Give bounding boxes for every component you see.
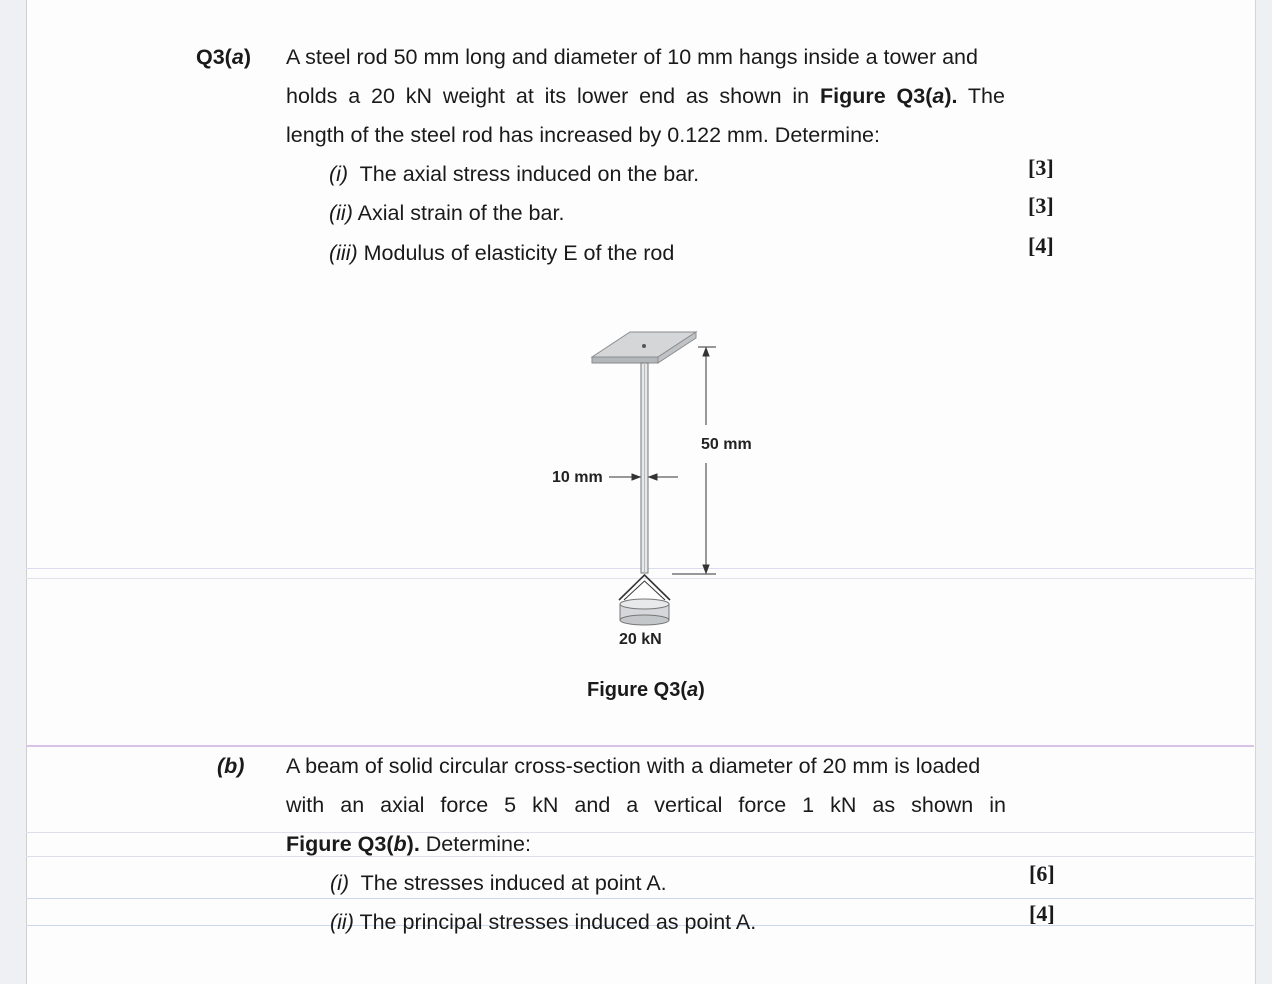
marks-q3a-iii: [4] xyxy=(1028,233,1054,258)
q3a-line-2: holds a 20 kN weight at its lower end as shown in Figure Q3(a). The xyxy=(286,84,1005,108)
q3a-item-3: (iii) Modulus of elasticity E of the rod xyxy=(329,241,675,265)
q3b-line-2: with an axial force 5 kN and a vertical force 1 kN as shown in xyxy=(286,793,1006,817)
q3a-item-1: (i) The axial stress induced on the bar. xyxy=(329,162,700,186)
q3a-line-1: A steel rod 50 mm long and diameter of 10 mm hangs inside a tower and xyxy=(286,45,978,69)
q3b-item-1: (i) The stresses induced at point A. xyxy=(330,871,667,895)
load-label: 20 kN xyxy=(619,631,662,648)
marks-q3a-ii: [3] xyxy=(1028,193,1054,218)
steel-rod xyxy=(641,363,648,573)
figure-caption-q3a: Figure Q3(a) xyxy=(587,679,705,701)
length-label: 50 mm xyxy=(701,436,752,453)
weight-hanger xyxy=(619,575,670,600)
marks-q3b-i: [6] xyxy=(1029,861,1055,886)
support-plate xyxy=(592,332,696,363)
marks-q3b-ii: [4] xyxy=(1029,901,1055,926)
question-label-q3a: Q3(a) xyxy=(196,45,251,69)
weight-disk xyxy=(620,599,669,625)
q3b-line-3: Figure Q3(b). Determine: xyxy=(286,832,531,856)
q3a-item-2: (ii) Axial strain of the bar. xyxy=(329,201,565,225)
question-label-q3b: (b) xyxy=(217,754,245,778)
q3b-line-1: A beam of solid circular cross-section with a diameter of 20 mm is loaded xyxy=(286,754,981,778)
diameter-label: 10 mm xyxy=(552,469,603,486)
q3a-line-3: length of the steel rod has increased by 0.122 mm. Determine: xyxy=(286,123,880,147)
length-dimension xyxy=(672,347,716,574)
rule-line xyxy=(26,856,1254,857)
rule-line xyxy=(26,832,1254,833)
figure-q3a-diagram xyxy=(540,325,780,655)
q3b-item-2: (ii) The principal stresses induced as point A. xyxy=(330,910,757,934)
marks-q3a-i: [3] xyxy=(1028,155,1054,180)
